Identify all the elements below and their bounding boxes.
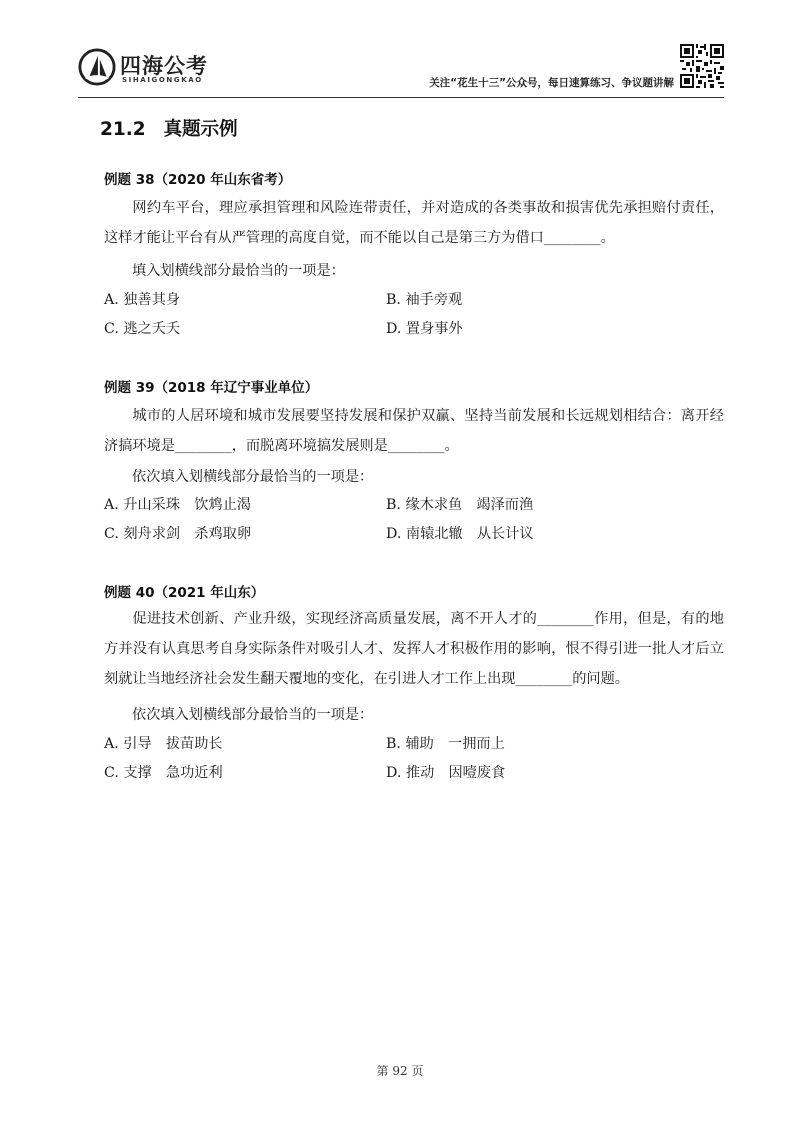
option-a: A. 升山采珠 饮鸩止渴	[104, 497, 251, 513]
header-note: 关注“花生十三”公众号，每日速算练习、争议题讲解	[429, 77, 674, 89]
question-prompt: 填入划横线部分最恰当的一项是：	[132, 263, 345, 279]
option-c: C. 刻舟求剑 杀鸡取卵	[104, 526, 252, 542]
question-text: 网约车平台，理应承担管理和风险连带责任，并对造成的各类事故和损害优先承担赔付责任，这样才能让平台有从严管理的高度自觉，而不能以自己是第三方为借口________。	[104, 200, 724, 246]
question-prompt: 依次填入划横线部分最恰当的一项是：	[132, 707, 374, 723]
option-d: D. 推动 因噎废食	[386, 765, 506, 781]
option-a: A. 引导 拔苗助长	[104, 736, 223, 752]
section-heading	[100, 115, 238, 141]
question-text: 城市的人居环境和城市发展要坚持发展和保护双赢、坚持当前发展和长远规划相结合：离开经济搞环境是________，而脱离环境搞发展则是________。	[104, 408, 724, 454]
question-prompt: 依次填入划横线部分最恰当的一项是：	[132, 469, 374, 485]
option-d: D. 南辕北辙 从长计议	[386, 526, 534, 542]
question-title: 例题 38（2020 年山东省考）	[104, 172, 292, 188]
option-c: C. 逃之夭夭	[104, 321, 181, 337]
option-d: D. 置身事外	[386, 321, 463, 337]
page-number: 第 92 页	[376, 1064, 424, 1078]
question-title: 例题 40（2021 年山东）	[104, 585, 265, 601]
qr-code-icon	[680, 44, 724, 88]
option-c: C. 支撑 急功近利	[104, 765, 223, 781]
sail-logo-icon	[78, 48, 116, 86]
option-a: A. 独善其身	[104, 292, 181, 308]
page-header	[78, 40, 724, 98]
header-divider	[78, 97, 724, 98]
logo-subtext: SIHAIGONGKAO	[122, 76, 203, 84]
section-title: 真题示例	[163, 119, 238, 140]
option-b: B. 辅助 一拥而上	[386, 736, 505, 752]
question-text: 促进技术创新、产业升级，实现经济高质量发展，离不开人才的________作用，但是，有的地方并没有认真思考自身实际条件对吸引人才、发挥人才积极作用的影响，恨不得引进一批人才后立刻就让当地经济社会发生翻天覆地的变化，在引进人才工作上出现________的问题。	[104, 611, 724, 687]
question-title: 例题 39（2018 年辽宁事业单位）	[104, 380, 319, 396]
logo-text: 四海公考	[120, 54, 208, 78]
option-b: B. 袖手旁观	[386, 292, 463, 308]
section-number: 21.2	[100, 119, 146, 140]
option-b: B. 缘木求鱼 竭泽而渔	[386, 497, 534, 513]
